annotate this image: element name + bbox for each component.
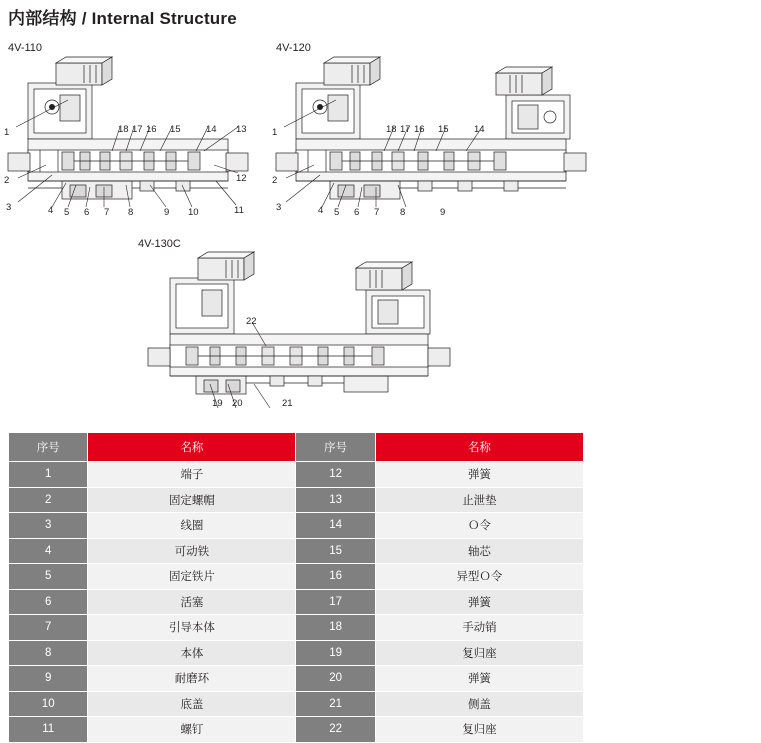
cell-no-right: 18	[296, 615, 375, 641]
header-name-left: 名称	[88, 433, 296, 462]
callout-fig1-14: 14	[206, 124, 217, 135]
page-title: 内部结构 / Internal Structure	[8, 9, 237, 28]
header-no-left: 序号	[9, 433, 88, 462]
callout-fig3-19: 19	[212, 398, 223, 409]
callout-fig2-3: 3	[276, 202, 282, 213]
callout-fig2-1: 1	[272, 127, 278, 138]
callout-fig1-4: 4	[48, 205, 54, 216]
cell-name-right: 手动销	[375, 615, 583, 641]
cell-name-left: 引导本体	[88, 615, 296, 641]
callout-fig2-5: 5	[334, 207, 340, 218]
callout-fig2-18: 18	[386, 124, 397, 135]
cell-no-right: 13	[296, 487, 375, 513]
diagram-4v-110	[0, 55, 265, 220]
table-row	[9, 462, 584, 488]
callout-fig1-2: 2	[4, 175, 10, 186]
table-row	[9, 717, 584, 743]
cell-no-right: 14	[296, 513, 375, 539]
callout-fig1-6: 6	[84, 207, 90, 218]
cell-name-right: 复归座	[375, 640, 583, 666]
callout-fig2-17: 17	[400, 124, 411, 135]
table-row	[9, 589, 584, 615]
table-row	[9, 691, 584, 717]
cell-name-right: 弹簧	[375, 589, 583, 615]
cell-name-left: 端子	[88, 462, 296, 488]
cell-name-left: 可动铁	[88, 538, 296, 564]
header-no-right: 序号	[296, 433, 375, 462]
cell-name-left: 底盖	[88, 691, 296, 717]
cell-name-left: 固定螺帽	[88, 487, 296, 513]
cell-name-right: 止泄垫	[375, 487, 583, 513]
cell-name-right: 弹簧	[375, 666, 583, 692]
callout-fig1-9: 9	[164, 207, 170, 218]
callout-fig1-3: 3	[6, 202, 12, 213]
callout-fig1-13: 13	[236, 124, 247, 135]
cell-name-right: 复归座	[375, 717, 583, 743]
callout-fig1-15: 15	[170, 124, 181, 135]
cell-no-right: 19	[296, 640, 375, 666]
cell-no-left: 8	[9, 640, 88, 666]
figure-label-4v-120: 4V-120	[276, 42, 311, 54]
cell-name-right: 弹簧	[375, 462, 583, 488]
callout-fig2-9: 9	[440, 207, 446, 218]
cell-name-left: 活塞	[88, 589, 296, 615]
parts-table	[8, 432, 584, 743]
cell-no-right: 20	[296, 666, 375, 692]
callout-fig2-15: 15	[438, 124, 449, 135]
cell-no-right: 17	[296, 589, 375, 615]
callout-fig1-11: 11	[234, 205, 244, 216]
diagram-4v-120	[268, 55, 603, 220]
callout-fig1-12: 12	[236, 173, 247, 184]
cell-no-right: 16	[296, 564, 375, 590]
cell-name-left: 耐磨环	[88, 666, 296, 692]
cell-name-right: 侧盖	[375, 691, 583, 717]
figure-label-4v-130c: 4V-130C	[138, 238, 181, 250]
callout-fig2-7: 7	[374, 207, 380, 218]
cell-name-left: 螺钉	[88, 717, 296, 743]
cell-name-left: 本体	[88, 640, 296, 666]
callout-fig1-1: 1	[4, 127, 10, 138]
callout-fig3-20: 20	[232, 398, 243, 409]
callout-fig3-21: 21	[282, 398, 293, 409]
cell-no-right: 21	[296, 691, 375, 717]
cell-name-left: 固定铁片	[88, 564, 296, 590]
cell-no-right: 22	[296, 717, 375, 743]
table-row	[9, 640, 584, 666]
callout-fig1-7: 7	[104, 207, 110, 218]
callout-fig2-14: 14	[474, 124, 485, 135]
table-row	[9, 513, 584, 539]
table-row	[9, 487, 584, 513]
cell-no-left: 11	[9, 717, 88, 743]
cell-no-left: 4	[9, 538, 88, 564]
callout-fig1-17: 17	[132, 124, 143, 135]
callout-fig1-10: 10	[188, 207, 199, 218]
cell-no-left: 5	[9, 564, 88, 590]
table-row	[9, 564, 584, 590]
table-row	[9, 666, 584, 692]
cell-name-right: 异型Ｏ令	[375, 564, 583, 590]
table-row	[9, 615, 584, 641]
table-row	[9, 538, 584, 564]
callout-fig2-16: 16	[414, 124, 425, 135]
cell-no-right: 12	[296, 462, 375, 488]
callout-fig2-6: 6	[354, 207, 360, 218]
cell-name-right: 轴芯	[375, 538, 583, 564]
cell-no-left: 2	[9, 487, 88, 513]
cell-no-left: 6	[9, 589, 88, 615]
figure-label-4v-110: 4V-110	[8, 42, 43, 54]
cell-no-left: 3	[9, 513, 88, 539]
callout-fig2-2: 2	[272, 175, 278, 186]
callout-fig1-8: 8	[128, 207, 134, 218]
callout-fig1-16: 16	[146, 124, 157, 135]
cell-no-left: 1	[9, 462, 88, 488]
table-header-row	[9, 433, 584, 462]
diagram-4v-130c	[130, 250, 470, 415]
callout-fig2-4: 4	[318, 205, 324, 216]
cell-no-left: 9	[9, 666, 88, 692]
cell-no-left: 10	[9, 691, 88, 717]
callout-fig1-5: 5	[64, 207, 70, 218]
header-name-right: 名称	[375, 433, 583, 462]
cell-no-left: 7	[9, 615, 88, 641]
cell-name-left: 线圈	[88, 513, 296, 539]
callout-fig2-8: 8	[400, 207, 406, 218]
cell-name-right: Ｏ令	[375, 513, 583, 539]
callout-fig3-22: 22	[246, 316, 257, 327]
callout-fig1-18: 18	[118, 124, 129, 135]
cell-no-right: 15	[296, 538, 375, 564]
